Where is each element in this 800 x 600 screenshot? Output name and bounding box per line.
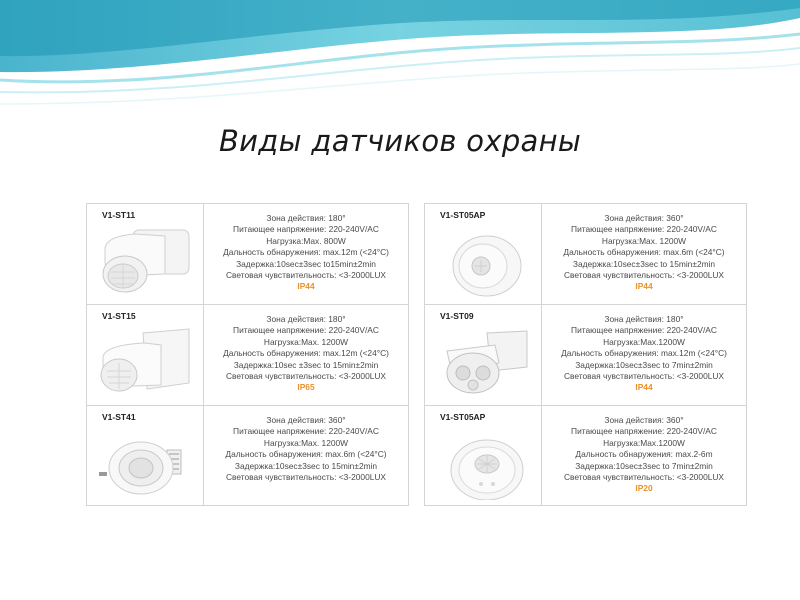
- recessed-ceiling-sensor-image: [95, 424, 195, 500]
- spec-line: Дальность обнаружения: max.6m (<24°C): [563, 247, 725, 258]
- ip-rating: IP44: [297, 281, 315, 292]
- spec-line: Дальность обнаружения: max.2-6m: [575, 449, 713, 460]
- spec-line: Зона действия: 180°: [604, 314, 684, 324]
- spec-line: Дальность обнаружения: max.6m (<24°C): [225, 449, 387, 460]
- spec-line: Зона действия: 180°: [266, 213, 346, 223]
- spec-line: Питающее напряжение: 220-240V/AC: [233, 426, 379, 437]
- spec-line: Задержка:10sec±3sec to 7min±2min: [575, 460, 713, 471]
- model-name: V1-ST05AP: [440, 210, 486, 220]
- product-cell: [425, 406, 542, 505]
- spec-line: Световая чувствительность: <3-2000LUX: [563, 472, 725, 483]
- product-cell: [425, 305, 542, 405]
- spec-line: Световая чувствительность: <3-2000LUX: [225, 472, 387, 483]
- ceiling-round-sensor-image: [433, 222, 533, 298]
- sensor-table-left: [86, 203, 409, 506]
- product-cell: [87, 204, 204, 304]
- spec-line: Дальность обнаружения: max.12m (<24°C): [223, 247, 389, 258]
- spec-cell: [204, 406, 408, 505]
- spec-line: Питающее напряжение: 220-240V/AC: [233, 325, 379, 336]
- spec-line: Световая чувствительность: <3-2000LUX: [225, 270, 387, 281]
- table-row: [87, 406, 408, 505]
- product-cell: [87, 406, 204, 505]
- spec-cell: [204, 305, 408, 405]
- spec-line: Нагрузка:Max.1200W: [603, 437, 685, 448]
- spec-line: Задержка:10sec±3sec to15min±2min: [236, 258, 376, 269]
- spec-line: Задержка:10sec±3sec to 15min±2min: [234, 460, 378, 471]
- table-row: [425, 204, 746, 305]
- model-name: V1-ST11: [102, 210, 136, 220]
- spec-line: Питающее напряжение: 220-240V/AC: [571, 224, 717, 235]
- sensor-table-right: [424, 203, 747, 506]
- table-row: [425, 406, 746, 505]
- spec-cell: [542, 305, 746, 405]
- table-row: [425, 305, 746, 406]
- swivel-wall-sensor-image: [433, 323, 533, 399]
- spec-line: Нагрузка:Max.1200W: [603, 336, 685, 347]
- wall-mounted-motion-sensor-image: [95, 222, 195, 298]
- spec-line: Питающее напряжение: 220-240V/AC: [571, 325, 717, 336]
- model-name: V1-ST05AP: [440, 412, 486, 422]
- model-name: V1-ST15: [102, 311, 136, 321]
- spec-line: Нагрузка:Max. 1200W: [601, 235, 687, 246]
- spec-line: Зона действия: 360°: [266, 415, 346, 425]
- spec-cell: [542, 204, 746, 304]
- model-name: V1-ST09: [440, 311, 474, 321]
- spec-line: Питающее напряжение: 220-240V/AC: [233, 224, 379, 235]
- wall-mounted-motion-sensor-box-image: [95, 323, 195, 399]
- spec-line: Задержка:10sec ±3sec to 15min±2min: [233, 359, 379, 370]
- ip-rating: IP44: [635, 382, 653, 393]
- model-name: V1-ST41: [102, 412, 136, 422]
- spec-line: Световая чувствительность: <3-2000LUX: [225, 371, 387, 382]
- spec-line: Нагрузка:Max. 800W: [266, 235, 346, 246]
- ip-rating: IP44: [635, 281, 653, 292]
- spec-line: Задержка:10sec±3sec to 7min±2min: [575, 359, 713, 370]
- spec-line: Нагрузка:Max. 1200W: [263, 437, 349, 448]
- product-cell: [425, 204, 542, 304]
- table-row: [87, 204, 408, 305]
- table-row: [87, 305, 408, 406]
- spec-line: Световая чувствительность: <3-2000LUX: [563, 270, 725, 281]
- spec-cell: [542, 406, 746, 505]
- ip-rating: IP20: [635, 483, 653, 494]
- spec-line: Нагрузка:Max. 1200W: [263, 336, 349, 347]
- spec-line: Задержка:10sec±3sec to 15min±2min: [572, 258, 716, 269]
- product-cell: [87, 305, 204, 405]
- spec-line: Световая чувствительность: <3-2000LUX: [563, 371, 725, 382]
- spec-cell: [204, 204, 408, 304]
- header-waves: [0, 0, 800, 110]
- ceiling-flat-sensor-image: [433, 424, 533, 500]
- ip-rating: IP65: [297, 382, 315, 393]
- spec-line: Зона действия: 360°: [604, 415, 684, 425]
- slide-title: Виды датчиков охраны: [218, 124, 582, 158]
- spec-line: Питающее напряжение: 220-240V/AC: [571, 426, 717, 437]
- spec-line: Дальность обнаружения: max.12m (<24°C): [223, 348, 389, 359]
- spec-line: Дальность обнаружения: max.12m (<24°C): [561, 348, 727, 359]
- spec-line: Зона действия: 360°: [604, 213, 684, 223]
- spec-line: Зона действия: 180°: [266, 314, 346, 324]
